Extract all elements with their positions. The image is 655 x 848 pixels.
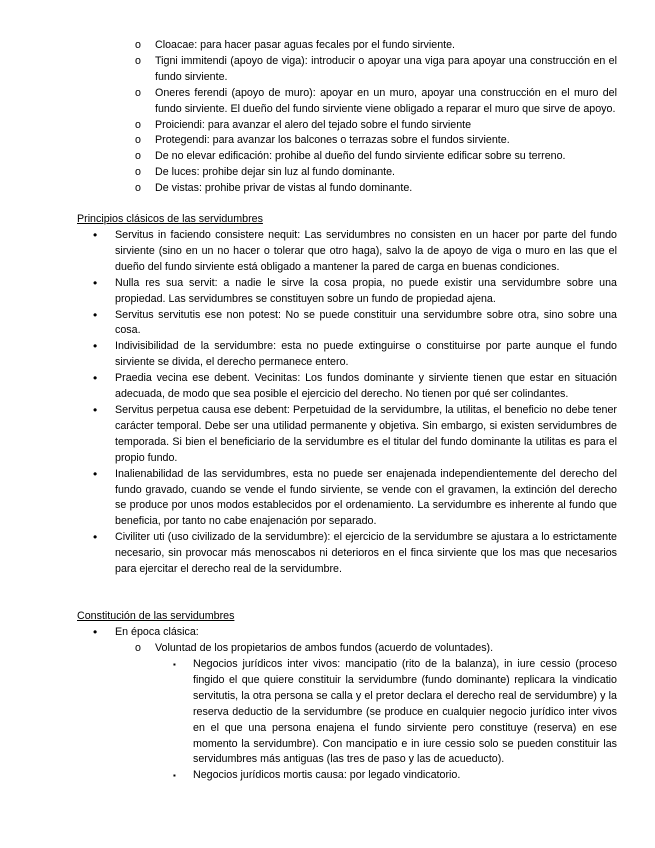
- list-item-text: Negocios jurídicos mortis causa: por legado vindicatorio.: [193, 769, 461, 782]
- list-item-text: Indivisibilidad de la servidumbre: esta no puede extinguirse o constituirse por parte aunque el fundo sirviente se divida, el derecho permanece entero.: [115, 340, 617, 369]
- list-item-text: De no elevar edificación: prohibe al dueño del fundo sirviente edificar sobre su terreno.: [155, 150, 566, 163]
- list-item: [93, 530, 617, 578]
- list-item-text: Cloacae: para hacer pasar aguas fecales por el fundo sirviente.: [155, 39, 456, 51]
- list-item-mortis-causa: [173, 768, 617, 784]
- list-item: [93, 275, 617, 308]
- list-item-text: Servitus in faciendo consistere nequit: Las servidumbres no consisten en un hacer por parte del fundo sirviente (sino en un no hacer o tolerar que otro haga), salvo la de apoyo de viga o muro en las que el dueño del fundo sirviente está obligado a mantener la pared de carga en buenas condiciones.: [115, 229, 617, 273]
- section-heading-constitucion: Constitución de las servidumbres: [77, 610, 235, 622]
- circle-bullet-icon: o: [135, 642, 141, 654]
- list-item-tigni-immitendi: [135, 54, 617, 86]
- bullet-icon: •: [93, 466, 98, 481]
- circle-bullet-icon: o: [135, 182, 141, 195]
- list-item-text: De vistas: prohibe privar de vistas al fundo dominante.: [155, 182, 413, 195]
- list-item-no-elevar: [135, 149, 617, 165]
- constitution-subsublist: [173, 657, 617, 784]
- list-item-voluntad: [135, 641, 617, 657]
- list-item: [93, 402, 617, 467]
- bullet-icon: •: [93, 371, 98, 386]
- bullet-icon: •: [93, 402, 98, 417]
- list-item-text: De luces: prohibe dejar sin luz al fundo dominante.: [155, 166, 396, 179]
- list-item-text: Nulla res sua servit: a nadie le sirve la cosa propia, no puede existir una servidumbre sobre una propiedad. Las servidumbres se constituyen sobre un fundo de propiedad ajena.: [115, 276, 617, 305]
- section-heading-principios: Principios clásicos de las servidumbres: [77, 213, 263, 225]
- bullet-icon: •: [93, 339, 98, 354]
- list-item-text: Oneres ferendi (apoyo de muro): apoyar en un muro, apoyar una construcción en el muro del fundo sirviente. El dueño del fundo sirviente viene obligado a reparar el muro que sirve de apoyo.: [155, 86, 617, 115]
- list-item-luces: [135, 165, 617, 181]
- list-item-epoca-clasica: [93, 625, 617, 641]
- list-item-text: Inalienabilidad de las servidumbres, esta no puede ser enajenada independientemente del derecho del fundo gravado, cuando se vende el fundo sirviente, se vende con el gravamen, la extinción del derecho se produce por unos modos establecidos por el ordenamiento. La servidumbre es inherente al fundo que beneficia, por tanto no cabe enajenación por separado.: [115, 467, 617, 528]
- list-item: [93, 339, 617, 371]
- square-bullet-icon: ▪: [173, 771, 176, 781]
- circle-bullet-icon: o: [135, 39, 141, 51]
- list-item-text: Servitus servitutis ese non potest: No se puede constituir una servidumbre sobre otra, sino sobre una cosa.: [115, 308, 617, 337]
- list-item-text: Protegendi: para avanzar los balcones o terrazas sobre el fundos sirviente.: [155, 134, 510, 147]
- circle-bullet-icon: o: [135, 134, 141, 147]
- list-item: [93, 371, 617, 403]
- list-item: [93, 466, 617, 531]
- circle-bullet-icon: o: [135, 54, 141, 67]
- circle-bullet-icon: o: [135, 150, 141, 163]
- bullet-icon: •: [93, 530, 98, 545]
- list-item-cloacae: [135, 38, 617, 54]
- list-item-text: Servitus perpetua causa ese debent: Perpetuidad de la servidumbre, la utilitas, el beneficio no debe tener carácter temporal. Debe ser una utilidad permanente y objetiva. Sin embargo, si existen servidumbres de temporada. Si bien el beneficiario de la servidumbre es el titular del fundo dominante la utilitas es para el propio fundo.: [115, 403, 617, 464]
- servitude-types-list: [135, 38, 617, 197]
- list-item-vistas: [135, 181, 617, 197]
- circle-bullet-icon: o: [135, 166, 141, 179]
- square-bullet-icon: ▪: [173, 660, 176, 669]
- list-item-text: Voluntad de los propietarios de ambos fundos (acuerdo de voluntades).: [155, 642, 494, 654]
- list-item-text: Negocios jurídicos inter vivos: mancipatio (rito de la balanza), in iure cessio (proceso fingido el que quiere constituir la servidumbre (fundo dominante) replicara la vindicatio servitutis, la otra persona se calla y el pretor declara el derecho real de servidumbre) y la reserva deductio de la servidumbre (se produce en cualquier negocio jurídico inter vivos en el que una persona enajena el fundo sirviente pero constituye (reserva) en ese momento la servidumbre). Con mancipatio e in iure cessio solo se pueden constituir las servidumbres más antiguas (las tres de paso y las de acueducto).: [193, 658, 617, 766]
- constitution-sublist: [135, 641, 617, 657]
- principles-list: [93, 228, 617, 578]
- bullet-icon: •: [93, 307, 98, 322]
- constitution-list: [93, 625, 617, 641]
- bullet-icon: •: [93, 275, 98, 290]
- list-item-text: Proiciendi: para avanzar el alero del tejado sobre el fundo sirviente: [155, 118, 472, 131]
- list-item-oneres-ferendi: [135, 86, 617, 118]
- circle-bullet-icon: o: [135, 118, 141, 131]
- list-item-text: Civiliter uti (uso civilizado de la servidumbre): el ejercicio de la servidumbre se ajustara a lo estrictamente necesario, sin provocar más menoscabos ni deterioros en el finca sirviente que los mas que necesarios para ejercitar el derecho real de la servidumbre.: [115, 531, 617, 576]
- list-item: [93, 307, 617, 340]
- list-item-text: Praedia vecina ese debent. Vecinitas: Los fundos dominante y sirviente tienen que estar en situación adecuada, de modo que sea posible el ejercicio del derecho. No tienen por qué ser colindantes.: [115, 372, 617, 401]
- list-item: [93, 228, 617, 276]
- bullet-icon: •: [93, 625, 98, 639]
- list-item-protegendi: [135, 133, 617, 149]
- list-item-inter-vivos: [173, 657, 617, 768]
- bullet-icon: •: [93, 228, 98, 242]
- list-item-proiciendi: [135, 118, 617, 134]
- list-item-text: En época clásica:: [115, 626, 199, 638]
- list-item-text: Tigni immitendi (apoyo de viga): introducir o apoyar una viga para apoyar una construcción en el fundo sirviente.: [155, 54, 617, 83]
- circle-bullet-icon: o: [135, 86, 141, 99]
